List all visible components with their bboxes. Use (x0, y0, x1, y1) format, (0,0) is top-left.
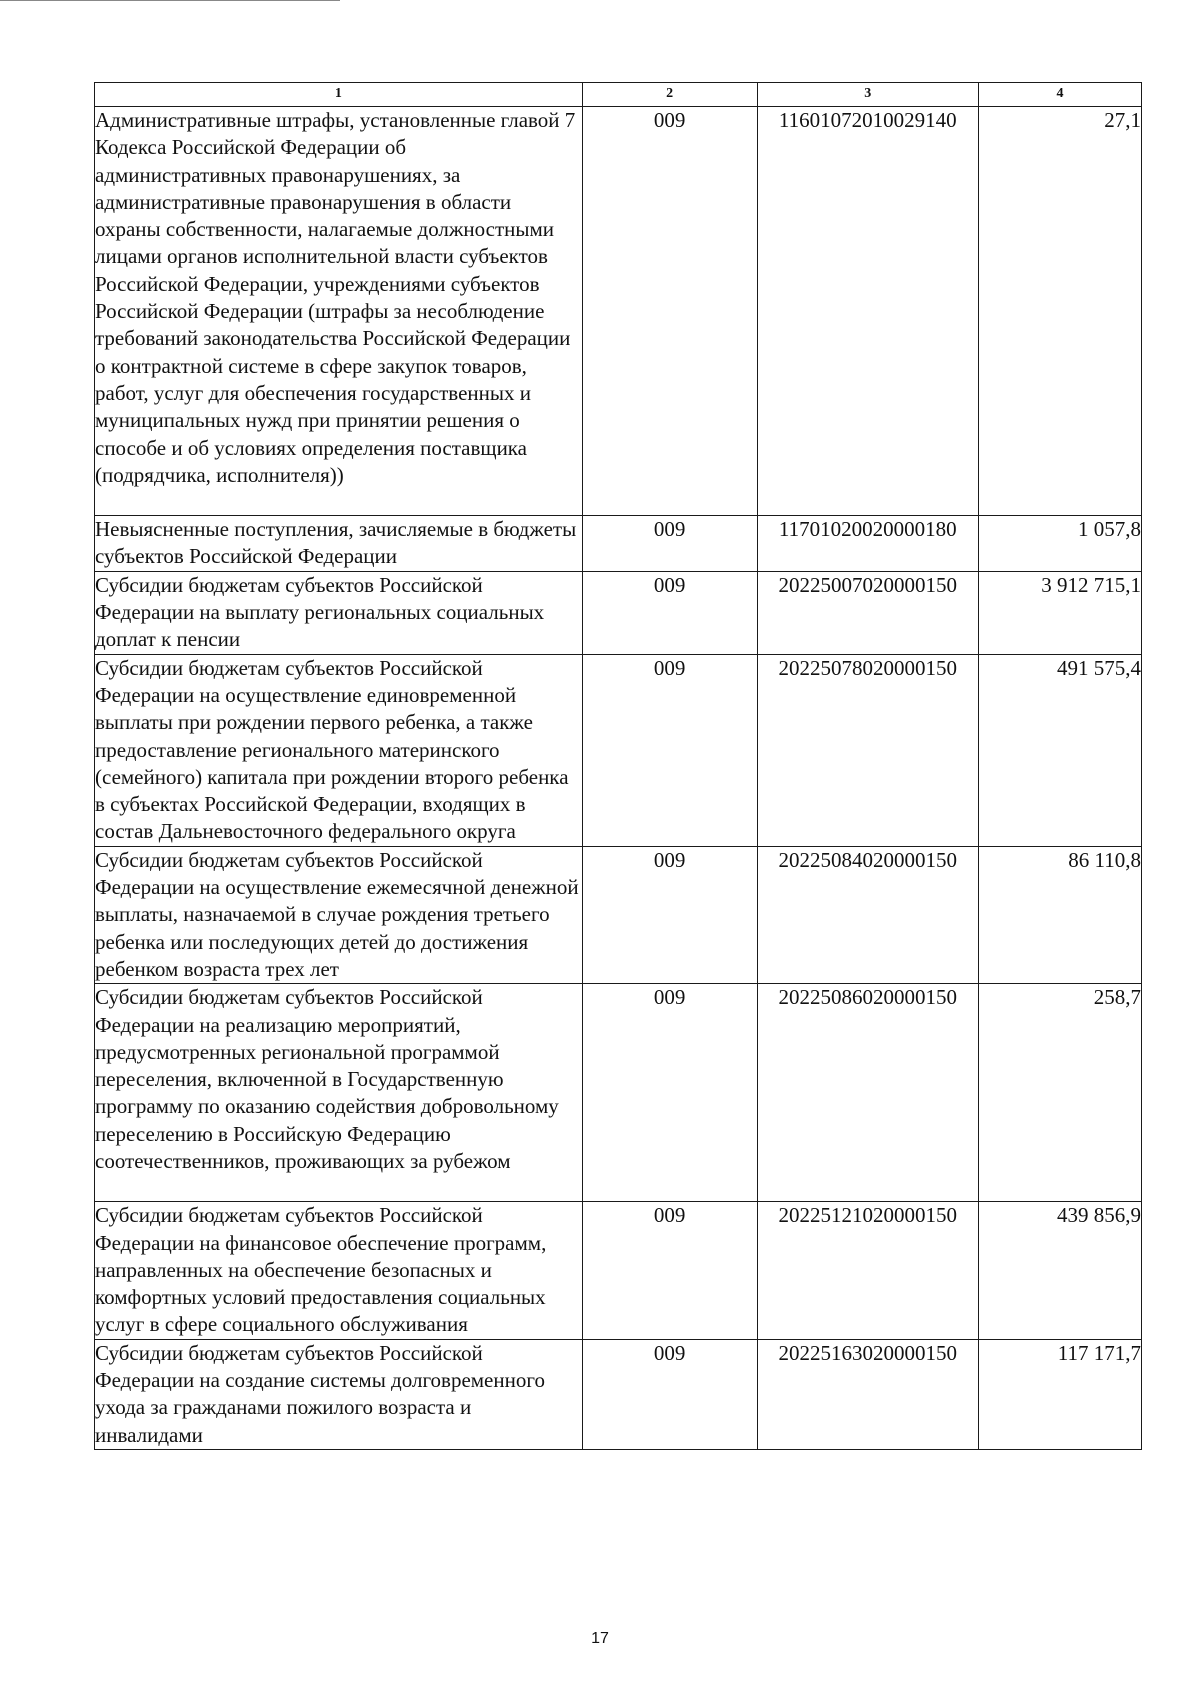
row-admin-code: 009 (582, 1202, 757, 1339)
table-header-row (95, 83, 1142, 107)
row-income-code: 20225078020000150 (757, 654, 979, 846)
row-description (95, 107, 583, 516)
table-row (95, 571, 1142, 654)
row-admin-code: 009 (582, 1339, 757, 1449)
page-number: 17 (591, 1630, 609, 1647)
row-amount: 3 912 715,1 (979, 571, 1142, 654)
description-text: Административные штрафы, установленные главой 7 Кодекса Российской Федерации об административных правонарушениях, за административные правонарушения в области охраны собственности, налагаемые должностными лицами органов исполнительной власти субъектов Российской Федерации, учреждениями субъектов Российской Федерации (штрафы за несоблюдение требований законодательства Российской Федерации о контрактной системе в сфере закупок товаров, работ, услуг для обеспечения государственных и муниципальных нужд при принятии решения о способе и об условиях определения поставщика (подрядчика, исполнителя)) (95, 108, 576, 487)
row-amount: 117 171,7 (979, 1339, 1142, 1449)
table-row (95, 654, 1142, 846)
row-amount: 86 110,8 (979, 846, 1142, 983)
row-description: Невыясненные поступления, зачисляемые в бюджеты субъектов Российской Федерации (95, 516, 583, 572)
row-admin-code: 009 (582, 984, 757, 1202)
row-amount: 439 856,9 (979, 1202, 1142, 1339)
budget-revenue-table (94, 82, 1142, 1450)
scan-edge-line (0, 0, 340, 1)
row-income-code: 20225086020000150 (757, 984, 979, 1202)
row-description: Субсидии бюджетам субъектов Российской Федерации на финансовое обеспечение программ, направленных на обеспечение безопасных и комфортных условий предоставления социальных услуг в сфере социального обслуживания (95, 1202, 583, 1339)
table-row (95, 1202, 1142, 1339)
row-description: Субсидии бюджетам субъектов Российской Федерации на осуществление ежемесячной денежной выплаты, назначаемой в случае рождения третьего ребенка или последующих детей до достижения ребенком возраста трех лет (95, 846, 583, 983)
table-row (95, 516, 1142, 572)
row-amount: 491 575,4 (979, 654, 1142, 846)
description-text: Субсидии бюджетам субъектов Российской Федерации на реализацию мероприятий, предусмотренных региональной программой переселения, включенной в Государственную программу по оказанию содействия добровольному переселению в Российскую Федерацию соотечественников, проживающих за рубежом (95, 985, 559, 1173)
column-header-1: 1 (95, 83, 583, 107)
table-row (95, 984, 1142, 1202)
row-description: Субсидии бюджетам субъектов Российской Федерации на осуществление единовременной выплаты при рождении первого ребенка, а также предоставление регионального материнского (семейного) капитала при рождении второго ребенка в субъектах Российской Федерации, входящих в состав Дальневосточного федерального округа (95, 654, 583, 846)
row-amount: 258,7 (979, 984, 1142, 1202)
column-header-2: 2 (582, 83, 757, 107)
column-header-3: 3 (757, 83, 979, 107)
row-amount: 27,1 (979, 107, 1142, 516)
table-row (95, 846, 1142, 983)
row-admin-code: 009 (582, 654, 757, 846)
table-row (95, 1339, 1142, 1449)
row-description: Субсидии бюджетам субъектов Российской Федерации на создание системы долговременного ухода за гражданами пожилого возраста и инвалидами (95, 1339, 583, 1449)
row-income-code: 11701020020000180 (757, 516, 979, 572)
row-income-code: 20225163020000150 (757, 1339, 979, 1449)
row-income-code: 20225121020000150 (757, 1202, 979, 1339)
row-income-code: 20225084020000150 (757, 846, 979, 983)
row-description: Субсидии бюджетам субъектов Российской Федерации на выплату региональных социальных доплат к пенсии (95, 571, 583, 654)
row-admin-code: 009 (582, 846, 757, 983)
column-header-4: 4 (979, 83, 1142, 107)
row-amount: 1 057,8 (979, 516, 1142, 572)
table-row (95, 107, 1142, 516)
row-admin-code: 009 (582, 571, 757, 654)
row-income-code: 20225007020000150 (757, 571, 979, 654)
row-admin-code: 009 (582, 516, 757, 572)
row-income-code: 11601072010029140 (757, 107, 979, 516)
row-admin-code: 009 (582, 107, 757, 516)
row-description (95, 984, 583, 1202)
